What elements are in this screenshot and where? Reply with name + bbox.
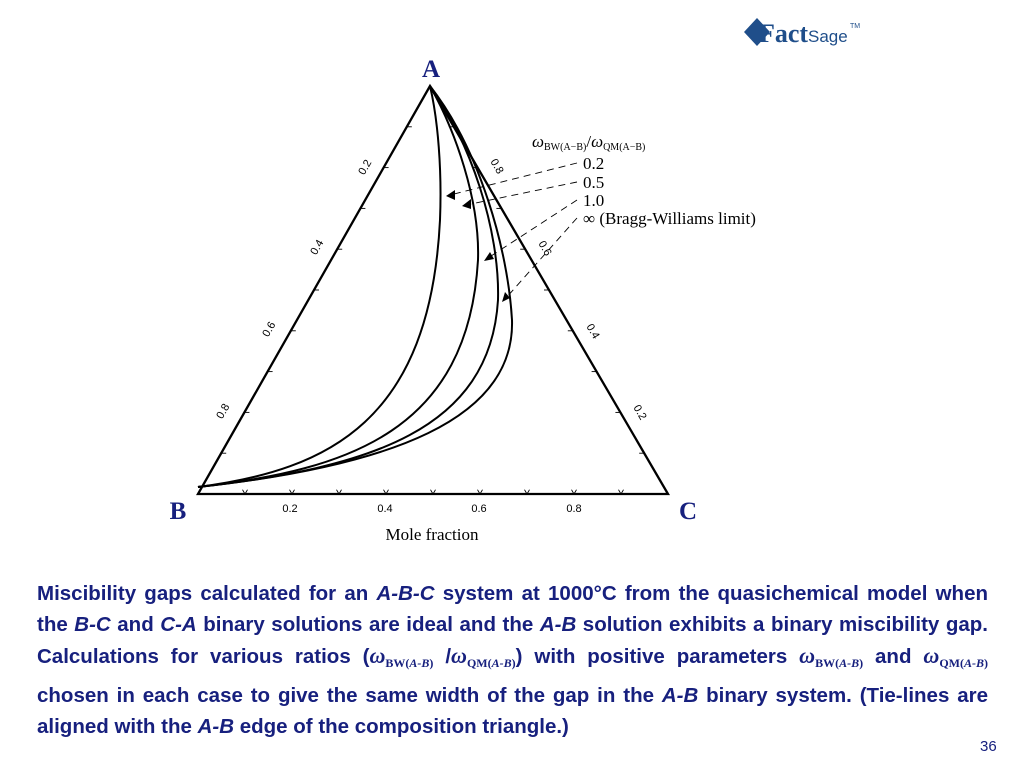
miscibility-curve-ratio-1-0: [198, 86, 498, 487]
legend-title-sub-1: BW(A−B): [544, 142, 587, 153]
omega-bw-subscript: BW(A-B): [815, 656, 864, 671]
bc-tick-label: 0.8: [566, 503, 582, 515]
legend-title-omega-1: ω: [532, 132, 545, 151]
page-number: 36: [980, 738, 997, 755]
legend-title-sub-2: QM(A−B): [603, 142, 646, 153]
legend: [532, 132, 756, 228]
ab-tick-label: 0.4: [308, 237, 327, 258]
ac-tick-label: 0.8: [487, 156, 506, 177]
caption-text: chosen in each case to give the same width of the gap in the: [37, 683, 662, 707]
ab-tick-label: 0.6: [260, 319, 279, 340]
legend-entry-ratio-1-0: 1.0: [583, 191, 605, 210]
figure-caption: [37, 578, 988, 742]
caption-ab: A-B: [661, 683, 699, 707]
omega-symbol: ω: [451, 643, 467, 669]
edge-tick-marks: [221, 122, 644, 494]
bc-tick-label: 0.4: [377, 503, 393, 515]
omega-bw-subscript: BW(A-B): [385, 656, 434, 671]
caption-slash: /: [433, 645, 452, 669]
ab-tick-label: 0.8: [214, 401, 233, 422]
logo-tm: TM: [850, 23, 861, 30]
legend-title-slash: /: [586, 132, 592, 151]
omega-qm-subscript: QM(A-B): [466, 656, 516, 671]
vertex-label-a: A: [421, 56, 441, 83]
caption-bc: B-C: [74, 613, 111, 637]
caption-text: binary solutions are ideal and the: [196, 613, 540, 637]
caption-text: edge of the composition triangle.): [234, 714, 569, 738]
logo-text-sage: Sage: [808, 27, 848, 46]
legend-title: [532, 132, 645, 153]
caption-text: ) with positive parameters: [515, 645, 800, 669]
caption-ab: A-B: [197, 714, 235, 738]
caption-text: solution exhibits a binary miscibility gap. Calculations for various ratios (: [37, 613, 988, 669]
caption-text: system at 1000°C from the quasichemical model when the: [37, 582, 988, 637]
caption-ab: A-B: [539, 613, 577, 637]
ac-tick-label: 0.6: [535, 238, 554, 259]
caption-text: binary system. (Tie-lines are aligned with the: [37, 683, 988, 738]
legend-entry-bragg-williams: ∞ (Bragg-Williams limit): [583, 209, 756, 228]
legend-title-omega-2: ω: [591, 132, 604, 151]
vertex-label-c: C: [678, 498, 698, 525]
ac-tick-label: 0.2: [630, 402, 649, 423]
caption-text: and: [863, 645, 924, 669]
caption-ca: C-A: [160, 613, 197, 637]
caption-system: A-B-C: [376, 582, 435, 605]
omega-symbol: ω: [799, 643, 816, 669]
omega-qm-subscript: QM(A-B): [939, 656, 988, 671]
logo-text-fact: Fact: [759, 19, 809, 48]
caption-text: and: [110, 613, 161, 637]
legend-entry-ratio-0-5: 0.5: [583, 173, 605, 192]
ab-tick-label: 0.2: [356, 157, 375, 178]
legend-entry-ratio-0-2: 0.2: [583, 154, 605, 173]
omega-symbol: ω: [923, 643, 940, 669]
caption-text: Miscibility gaps calculated for an: [37, 582, 377, 605]
ac-tick-label: 0.4: [583, 321, 602, 342]
vertex-label-b: B: [169, 498, 187, 525]
miscibility-curve-ratio-0-5: [198, 86, 478, 487]
miscibility-curve-ratio-0-2: [198, 86, 441, 487]
bc-tick-label: 0.6: [471, 503, 487, 515]
omega-symbol: ω: [369, 643, 386, 669]
axis-label-mole-fraction: Mole fraction: [385, 525, 479, 544]
bc-tick-label: 0.2: [282, 503, 298, 515]
